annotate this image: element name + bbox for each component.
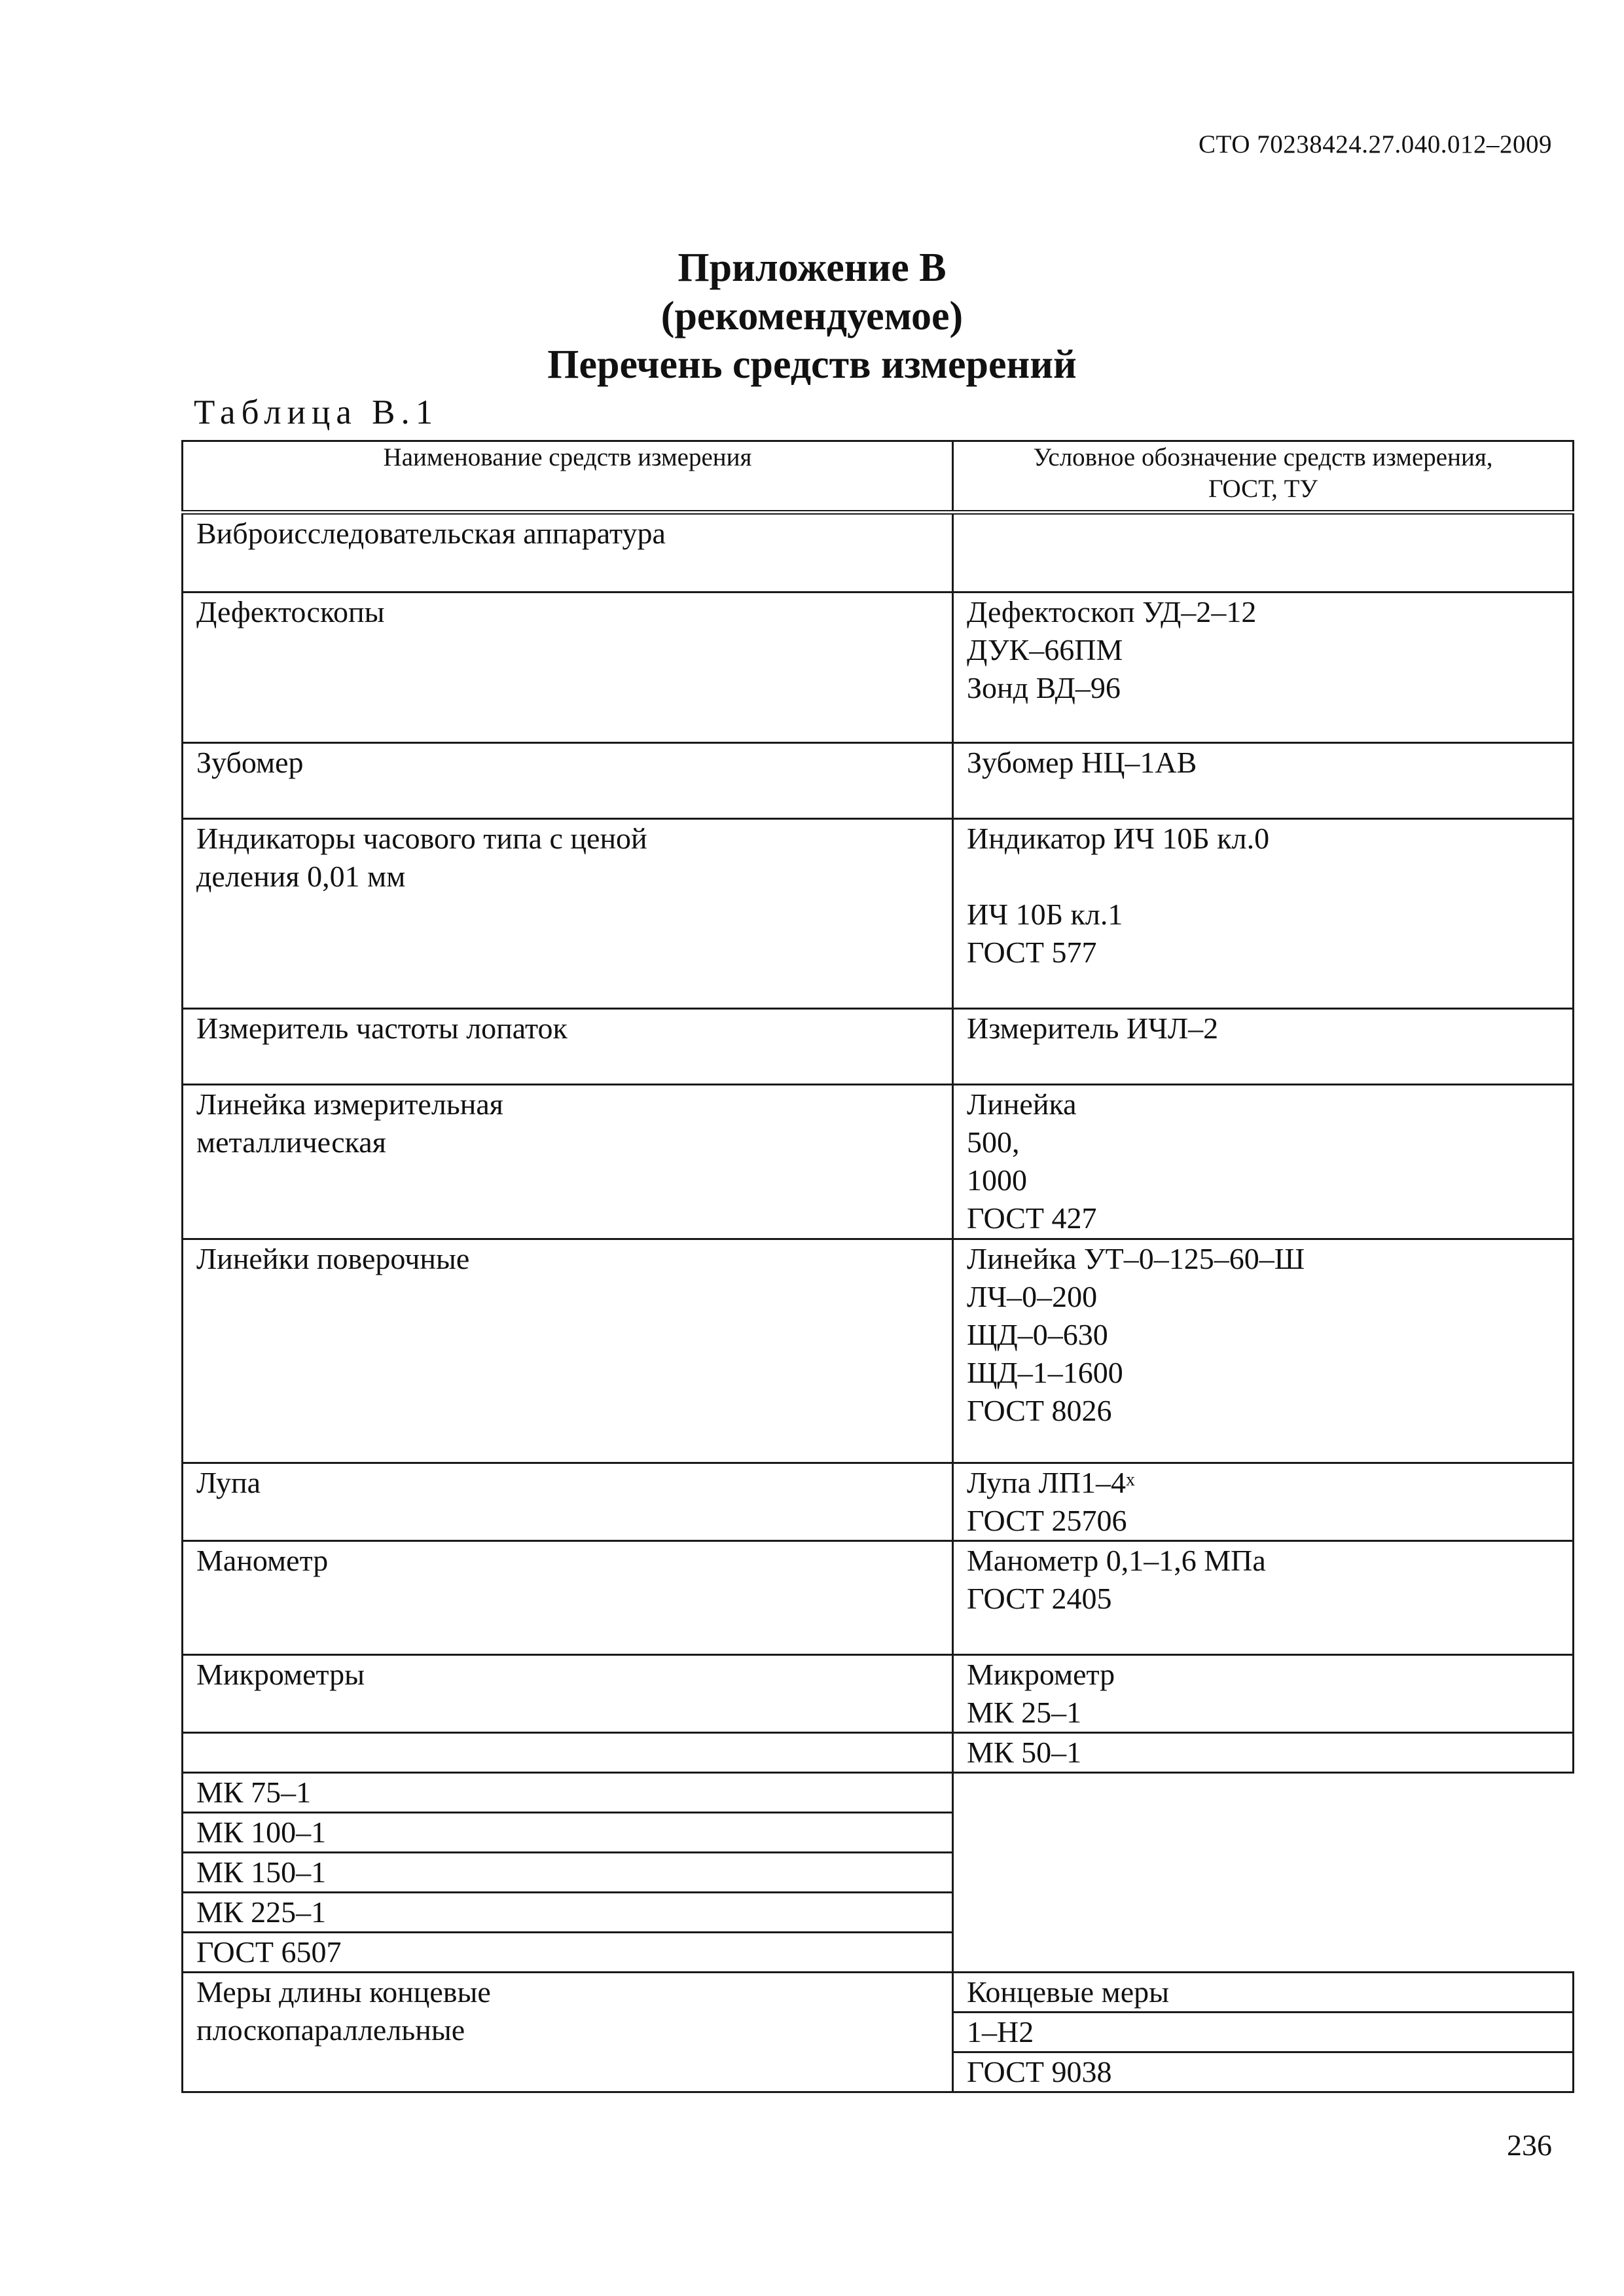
instrument-name-line: Измеритель частоты лопаток	[196, 1011, 568, 1045]
designation-cell	[953, 819, 1574, 1009]
designation-line	[967, 1392, 1559, 1430]
designation-text: Линейка УТ–0–125–60–Ш	[967, 1242, 1305, 1275]
designation-cell	[183, 1933, 953, 1973]
designation-superscript: х	[1126, 1470, 1136, 1490]
instrument-name-line: металлическая	[196, 1125, 386, 1159]
designation-line	[967, 744, 1559, 782]
designation-line	[967, 820, 1559, 858]
designation-line	[196, 1933, 939, 1971]
table-row	[183, 1541, 1574, 1655]
designation-line	[967, 1734, 1559, 1772]
designation-cell	[183, 1893, 953, 1933]
designation-text: 500,	[967, 1125, 1020, 1159]
table-row	[183, 1853, 1574, 1893]
designation-line	[967, 1542, 1559, 1580]
table-row	[183, 1733, 1574, 1773]
designation-text: МК 225–1	[196, 1895, 327, 1929]
table-body	[183, 513, 1574, 2092]
designation-text: ЩД–1–1600	[967, 1356, 1123, 1389]
table-row	[183, 743, 1574, 819]
designation-line	[967, 896, 1559, 934]
designation-text: ГОСТ 8026	[967, 1394, 1112, 1427]
instruments-table	[181, 440, 1574, 2093]
instrument-name-cell	[183, 1655, 953, 1733]
designation-line	[967, 2053, 1559, 2091]
instrument-name-line: Зубомер	[196, 746, 304, 779]
designation-line	[967, 1278, 1559, 1316]
header-name-column: Наименование средств измерения	[183, 441, 953, 513]
designation-line	[967, 1161, 1559, 1199]
table-row	[183, 592, 1574, 743]
table-row	[183, 1893, 1574, 1933]
designation-text: МК 100–1	[196, 1815, 327, 1849]
instrument-name-line: Линейки поверочные	[196, 1242, 470, 1275]
designation-line	[967, 1240, 1559, 1278]
instrument-name-cell	[183, 1733, 953, 1773]
instrument-name-line: Виброисследовательская аппаратура	[196, 517, 666, 550]
instrument-name-line: Лупа	[196, 1466, 261, 1499]
designation-text: МК 150–1	[196, 1855, 327, 1889]
designation-line	[967, 631, 1559, 669]
instrument-name-line: Меры длины концевые	[196, 1975, 491, 2009]
designation-cell	[953, 1239, 1574, 1463]
designation-line	[967, 1085, 1559, 1123]
instrument-name-line: Индикаторы часового типа с ценой	[196, 822, 647, 855]
designation-cell	[953, 513, 1574, 592]
designation-line	[967, 1123, 1559, 1161]
instrument-name-cell	[183, 1239, 953, 1463]
designation-text: МК 75–1	[196, 1776, 312, 1809]
designation-text: Зубомер НЦ–1АВ	[967, 746, 1197, 779]
instrument-name-line: плоскопараллельные	[196, 2013, 465, 2047]
table-row	[183, 1009, 1574, 1085]
table-row	[183, 1239, 1574, 1463]
document-code: СТО 70238424.27.040.012–2009	[1199, 130, 1552, 158]
designation-line	[967, 1656, 1559, 1694]
page-number: 236	[1507, 2128, 1552, 2162]
designation-line	[967, 1010, 1559, 1048]
designation-line	[196, 1813, 939, 1851]
instrument-name-line: Манометр	[196, 1544, 329, 1577]
designation-line	[967, 934, 1559, 972]
designation-line	[196, 1774, 939, 1812]
designation-text: 1000	[967, 1163, 1027, 1197]
table-header-row	[183, 441, 1574, 513]
instrument-name-line: Дефектоскопы	[196, 595, 385, 629]
designation-cell	[953, 2013, 1574, 2052]
header-designation-column: Условное обозначение средств измерения, ГОСТ, ТУ	[953, 441, 1574, 513]
instrument-name-cell	[183, 513, 953, 592]
instrument-name-cell	[183, 1085, 953, 1239]
instrument-name-cell	[183, 1009, 953, 1085]
designation-text: Концевые меры	[967, 1975, 1170, 2009]
designation-cell	[183, 1853, 953, 1893]
designation-cell	[953, 1085, 1574, 1239]
instrument-name-cell	[183, 592, 953, 743]
table-row	[183, 1973, 1574, 2013]
designation-cell	[953, 2052, 1574, 2092]
designation-line	[967, 1354, 1559, 1392]
designation-text: ГОСТ 577	[967, 936, 1097, 969]
appendix-title	[0, 244, 1624, 389]
designation-cell	[953, 1463, 1574, 1541]
designation-text: Лупа ЛП1–4	[967, 1466, 1127, 1499]
designation-text: Микрометр	[967, 1658, 1115, 1691]
table-row	[183, 1933, 1574, 1973]
table-row	[183, 1773, 1574, 1813]
designation-cell	[953, 1009, 1574, 1085]
designation-line	[967, 1316, 1559, 1354]
instrument-name-cell	[183, 1541, 953, 1655]
designation-line	[967, 1973, 1559, 2011]
instrument-name-cell	[183, 743, 953, 819]
designation-cell	[183, 1773, 953, 1813]
designation-text: МК 25–1	[967, 1696, 1082, 1729]
designation-line	[196, 1853, 939, 1891]
table-row	[183, 1085, 1574, 1239]
designation-line	[196, 1893, 939, 1931]
instrument-name-line: деления 0,01 мм	[196, 860, 406, 893]
designation-text: 1–Н2	[967, 2015, 1034, 2049]
designation-line	[967, 593, 1559, 631]
designation-line	[967, 1502, 1559, 1540]
designation-text: Зонд ВД–96	[967, 671, 1121, 704]
designation-text: ГОСТ 25706	[967, 1504, 1127, 1537]
title-line-3: Перечень средств измерений	[547, 342, 1077, 387]
designation-text: Линейка	[967, 1087, 1077, 1121]
instrument-name-line: Линейка измерительная	[196, 1087, 503, 1121]
instrument-name-cell	[183, 1973, 953, 2092]
designation-cell	[953, 743, 1574, 819]
designation-cell	[953, 1541, 1574, 1655]
designation-cell	[183, 1813, 953, 1853]
instrument-name-line: Микрометры	[196, 1658, 365, 1691]
designation-text: Манометр 0,1–1,6 МПа	[967, 1544, 1266, 1577]
designation-text: ГОСТ 9038	[967, 2055, 1112, 2088]
designation-text: Индикатор ИЧ 10Б кл.0	[967, 822, 1270, 855]
designation-text: ДУК–66ПМ	[967, 633, 1123, 666]
instrument-name-cell	[183, 819, 953, 1009]
instrument-name-cell	[183, 1463, 953, 1541]
designation-line	[967, 669, 1559, 707]
designation-line	[967, 1199, 1559, 1237]
designation-line	[967, 2013, 1559, 2051]
designation-text: ГОСТ 2405	[967, 1582, 1112, 1615]
designation-line	[967, 1580, 1559, 1618]
designation-text: ГОСТ 427	[967, 1201, 1097, 1235]
designation-line	[967, 1694, 1559, 1732]
table-row	[183, 1813, 1574, 1853]
table-row	[183, 1655, 1574, 1733]
title-line-2: (рекомендуемое)	[660, 294, 964, 338]
designation-text: Измеритель ИЧЛ–2	[967, 1011, 1219, 1045]
designation-line	[967, 858, 1559, 896]
table-row	[183, 819, 1574, 1009]
designation-cell	[953, 1655, 1574, 1733]
title-line-1: Приложение В	[677, 246, 947, 290]
designation-cell	[953, 1733, 1574, 1773]
designation-text: ГОСТ 6507	[196, 1935, 342, 1969]
table-row	[183, 513, 1574, 592]
designation-cell	[953, 592, 1574, 743]
designation-text: МК 50–1	[967, 1736, 1082, 1769]
designation-text: Дефектоскоп УД–2–12	[967, 595, 1257, 629]
designation-text: ИЧ 10Б кл.1	[967, 898, 1123, 931]
designation-cell	[953, 1973, 1574, 2013]
designation-line	[967, 1464, 1559, 1502]
table-caption: Таблица В.1	[194, 393, 439, 431]
designation-text: ЛЧ–0–200	[967, 1280, 1098, 1313]
table-row	[183, 1463, 1574, 1541]
designation-text: ЩД–0–630	[967, 1318, 1108, 1351]
